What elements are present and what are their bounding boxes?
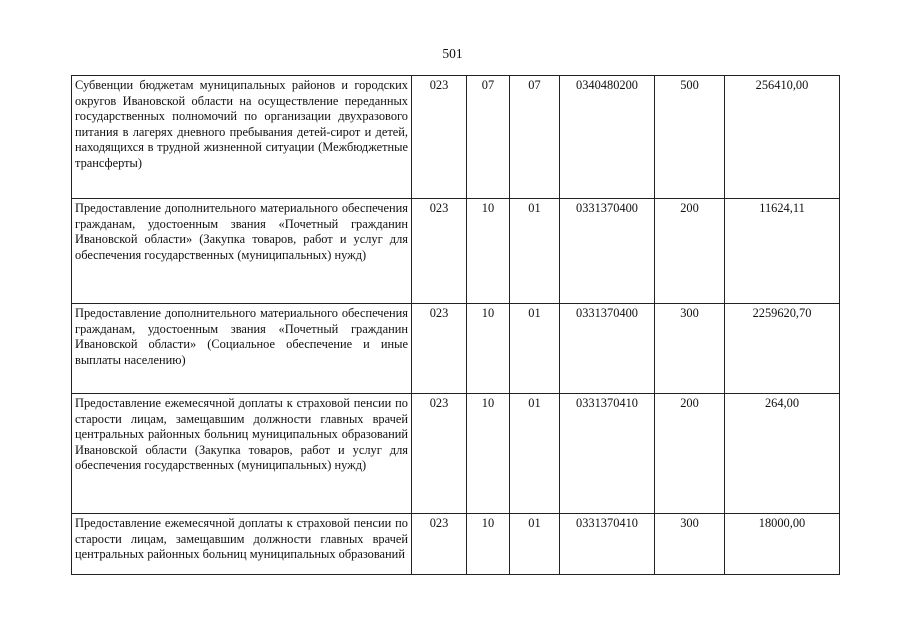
amount: 264,00 xyxy=(725,394,840,514)
subsection-code: 01 xyxy=(510,304,560,394)
amount: 2259620,70 xyxy=(725,304,840,394)
expense-type-code: 200 xyxy=(655,199,725,304)
target-code: 0331370400 xyxy=(560,304,655,394)
expense-type-code: 500 xyxy=(655,76,725,199)
row-description: Предоставление дополнительного материального обеспечения гражданам, удостоенным звания «Почетный гражданин Ивановской области» (Закупка товаров, работ и услуг для обеспечения государственных (муниципальных) нужд) xyxy=(72,199,412,304)
subsection-code: 01 xyxy=(510,514,560,575)
expense-type-code: 300 xyxy=(655,514,725,575)
table-row xyxy=(72,304,840,394)
amount: 256410,00 xyxy=(725,76,840,199)
section-code: 10 xyxy=(467,304,510,394)
subsection-code: 01 xyxy=(510,199,560,304)
subsection-code: 07 xyxy=(510,76,560,199)
ministry-code: 023 xyxy=(412,514,467,575)
row-description: Предоставление ежемесячной доплаты к страховой пенсии по старости лицам, замещавшим должности главных врачей центральных районных больниц муниципальных образований Ивановской области (Закупка товаров, работ и услуг для обеспечения государственных (муниципальных) нужд) xyxy=(72,394,412,514)
target-code: 0331370400 xyxy=(560,199,655,304)
table-row xyxy=(72,76,840,199)
ministry-code: 023 xyxy=(412,304,467,394)
table-row xyxy=(72,199,840,304)
subsection-code: 01 xyxy=(510,394,560,514)
target-code: 0331370410 xyxy=(560,514,655,575)
table-row xyxy=(72,394,840,514)
row-description-text: Предоставление ежемесячной доплаты к страховой пенсии по старости лицам, замещавшим должности главных врачей центральных районных больниц муниципальных образований xyxy=(75,516,408,561)
target-code: 0340480200 xyxy=(560,76,655,199)
budget-table xyxy=(71,75,840,575)
amount: 18000,00 xyxy=(725,514,840,575)
ministry-code: 023 xyxy=(412,76,467,199)
section-code: 07 xyxy=(467,76,510,199)
expense-type-code: 200 xyxy=(655,394,725,514)
row-description xyxy=(72,514,412,575)
target-code: 0331370410 xyxy=(560,394,655,514)
row-description: Субвенции бюджетам муниципальных районов и городских округов Ивановской области на осуществление переданных государственных полномочий по организации двухразового питания в лагерях дневного пребывания детей-сирот и детей, находящихся в трудной жизненной ситуации (Межбюджетные трансферты) xyxy=(72,76,412,199)
ministry-code: 023 xyxy=(412,199,467,304)
page-number: 501 xyxy=(442,46,463,61)
row-description: Предоставление дополнительного материального обеспечения гражданам, удостоенным звания «Почетный гражданин Ивановской области» (Социальное обеспечение и иные выплаты населению) xyxy=(72,304,412,394)
section-code: 10 xyxy=(467,514,510,575)
amount: 11624,11 xyxy=(725,199,840,304)
table-row xyxy=(72,514,840,575)
ministry-code: 023 xyxy=(412,394,467,514)
section-code: 10 xyxy=(467,199,510,304)
section-code: 10 xyxy=(467,394,510,514)
expense-type-code: 300 xyxy=(655,304,725,394)
